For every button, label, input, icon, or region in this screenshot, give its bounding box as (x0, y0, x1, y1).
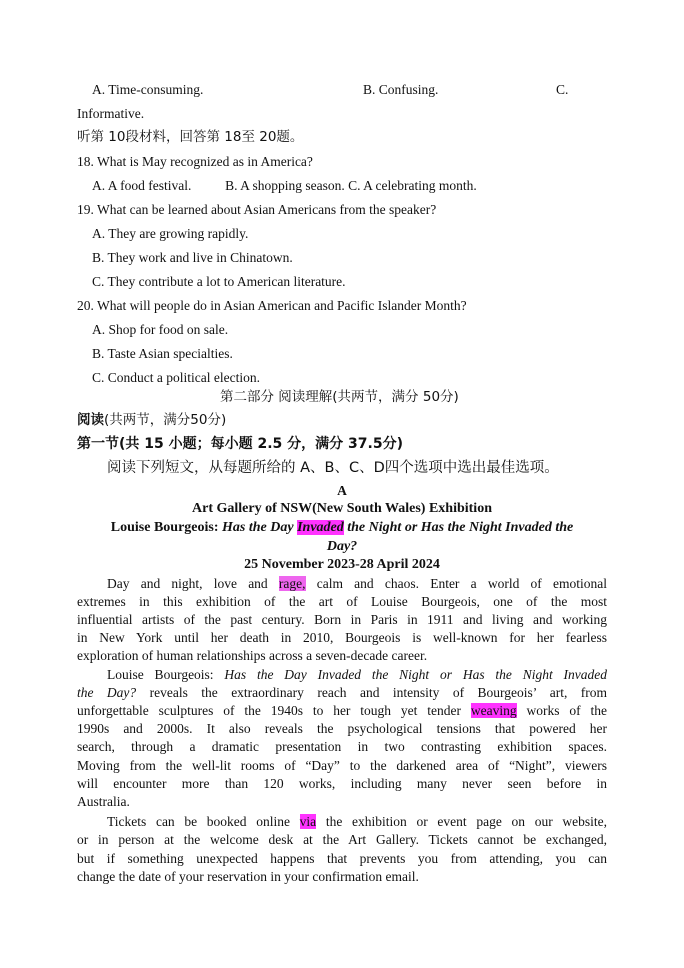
p1-line-1 (107, 575, 607, 593)
q19-stem: 19. What can be learned about Asian Americans from the speaker? (77, 202, 437, 217)
p1-line-5: exploration of human relationships across a seven-decade career. (77, 648, 428, 663)
p2-line-1 (107, 666, 607, 684)
listening-section-intro: 听第 10段材料，回答第 18至 20题。 (77, 129, 304, 145)
highlight-weaving: weaving (470, 703, 517, 718)
reading-label-rest: (共两节，满分50分) (104, 412, 227, 428)
passage-subtitle-cont (0, 538, 684, 556)
p2-text-d: works of the (516, 703, 607, 718)
p1-line-2: extremes in this exhibition of the art of Louise Bourgeois, one of the most (77, 594, 607, 609)
p2-line-8: Australia. (77, 794, 130, 809)
section1-title: 第一节(共 15 小题；每小题 2.5 分，满分 37.5分) (77, 436, 403, 452)
q17-option-b: B. Confusing. (363, 82, 439, 97)
p1-text-b: calm and chaos. Enter a world of emotional (305, 576, 607, 591)
p2-line-2 (77, 684, 607, 702)
subtitle-italic-1: Has the Day (222, 520, 298, 535)
p2-italic-title: Has the Day Invaded the Night or Has the Night Invaded (224, 667, 608, 682)
p3-text-b: the exhibition or event page on our website, (316, 814, 607, 829)
q18-options: A. A food festival. B. A shopping season. C. A celebrating month. (92, 178, 477, 193)
q19-option-c: C. They contribute a lot to American literature. (92, 274, 346, 289)
p1-line-4: in New York until her death in 2010, Bourgeois is well-known for her fearless (77, 630, 607, 645)
subtitle-italic-2: the Night or Has the Night Invaded the (343, 520, 574, 535)
p3-line-1 (107, 813, 607, 831)
p1-text-a: Day and night, love and (107, 576, 279, 591)
subtitle-prefix: Louise Bourgeois: (110, 520, 223, 535)
q19-option-b: B. They work and live in Chinatown. (92, 250, 293, 265)
q20-option-a: A. Shop for food on sale. (92, 322, 229, 337)
q20-stem: 20. What will people do in Asian American and Pacific Islander Month? (77, 298, 467, 313)
p1-line-3: influential artists of the past century. Born in Paris in 1911 and living and working (77, 612, 607, 627)
q17-option-a: A. Time-consuming. (92, 82, 204, 97)
p3-line-3: but if something unexpected happens that prevents you from attending, you can (77, 851, 607, 866)
reading-instruction: 阅读下列短文，从每题所给的 A、B、C、D四个选项中选出最佳选项。 (107, 460, 559, 476)
part2-title: 第二部分 阅读理解(共两节，满分 50分) (220, 389, 459, 405)
p2-line-5: search, through a dramatic presentation in two contrasting exhibition spaces. (77, 739, 607, 754)
p3-line-2: or in person at the welcome desk at the Art Gallery. Tickets cannot be exchanged, (77, 832, 607, 847)
p3-text-a: Tickets can be booked online (107, 814, 300, 829)
p2-text-c: unforgettable sculptures of the 1940s to her tough yet tender (77, 703, 471, 718)
highlight-rage: rage, (278, 576, 306, 591)
passage-heading: Art Gallery of NSW(New South Wales) Exhibition (192, 501, 492, 516)
q18-stem: 18. What is May recognized as in America? (77, 154, 313, 169)
p2-line-7: will encounter more than 120 works, including many never seen before in (77, 776, 607, 791)
p3-line-4: change the date of your reservation in your confirmation email. (77, 869, 419, 884)
p2-line-3 (77, 702, 607, 720)
q20-option-b: B. Taste Asian specialties. (92, 346, 233, 361)
reading-label (77, 411, 226, 429)
q20-option-c: C. Conduct a political election. (92, 370, 260, 385)
highlight-via: via (299, 814, 317, 829)
q17-option-c: C. (556, 82, 569, 97)
p2-text-b: reveals the extraordinary reach and intensity of Bourgeois’ art, from (136, 685, 607, 700)
subtitle-italic-cont: Day? (326, 539, 358, 554)
p2-italic-title-cont: the Day? (77, 685, 137, 700)
q17-option-c-text: Informative. (77, 106, 145, 121)
p2-line-6: Moving from the well-lit rooms of “Day” to the darkened area of “Night”, viewers (77, 758, 607, 773)
q19-option-a: A. They are growing rapidly. (92, 226, 249, 241)
p2-text-a: Louise Bourgeois: (107, 667, 225, 682)
passage-letter: A (337, 483, 347, 498)
passage-subtitle (0, 519, 684, 537)
passage-dates: 25 November 2023-28 April 2024 (244, 557, 440, 572)
highlight-invaded: Invaded (297, 520, 344, 535)
reading-label-bold: 阅读 (77, 412, 104, 428)
p2-line-4: 1990s and 2000s. It also reveals the psychological tensions that powered her (77, 721, 607, 736)
